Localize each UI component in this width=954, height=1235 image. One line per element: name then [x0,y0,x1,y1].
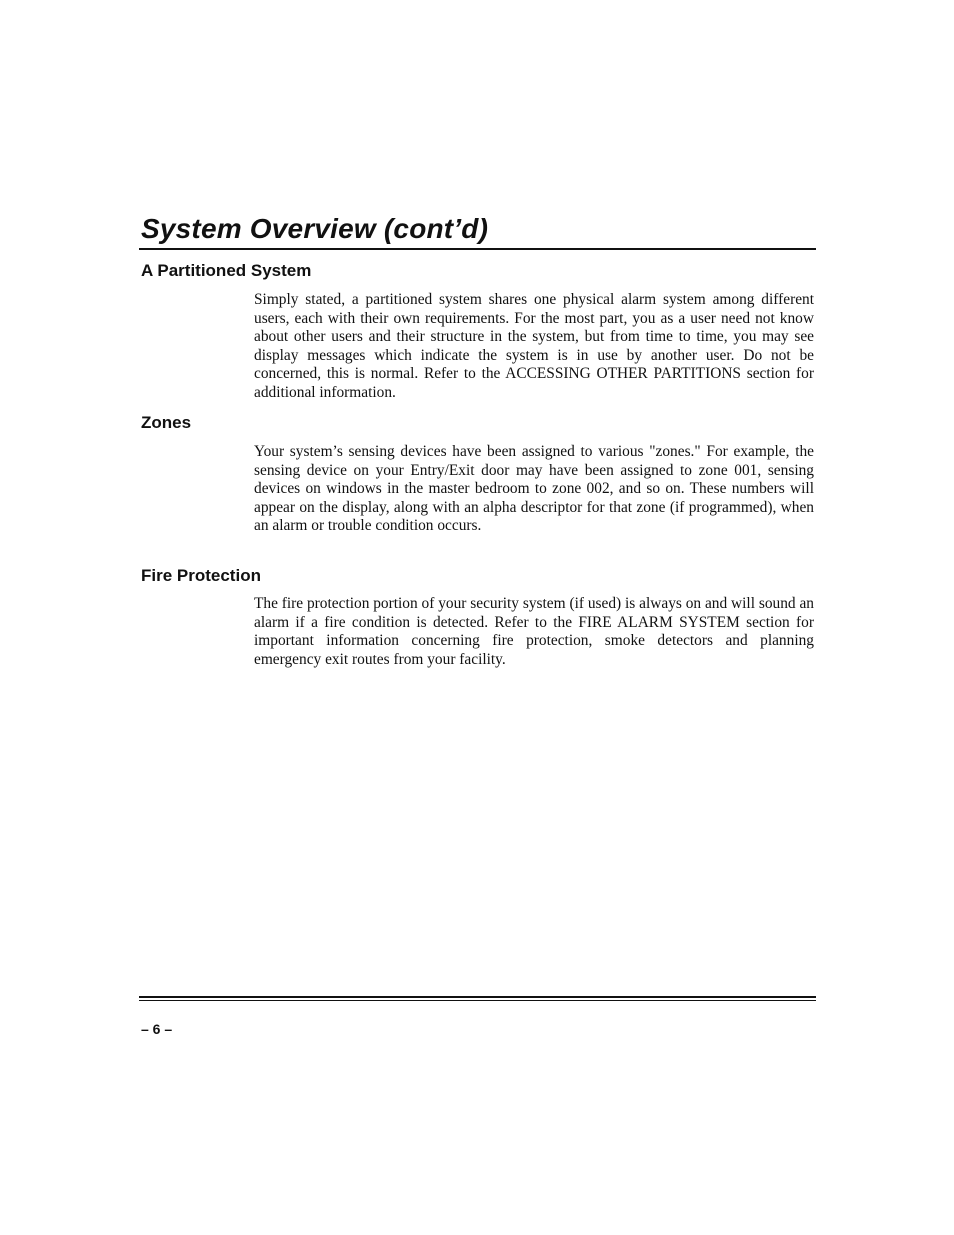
page-title: System Overview (cont’d) [141,213,489,244]
footer-divider-thick [139,996,816,998]
section-body-fire-protection: The fire protection portion of your security system (if used) is always on and will sound an alarm if a fire condition is detected. Refer to the FIRE ALARM SYSTEM section for important information concerning fire protection, smoke detectors and planning emergency exit routes from your facility. [254,595,814,668]
section-heading-partitioned-system: A Partitioned System [141,261,312,280]
section-heading-fire-protection: Fire Protection [141,566,261,585]
footer-divider-thin [139,1000,816,1001]
section-body-partitioned-system: Simply stated, a partitioned system shares one physical alarm system among different users, each with their own requirements. For the most part, you as a user need not know about other users and their structure in the system, but from time to time, you may see display messages which indicate the system is in use by another user. Do not be concerned, this is normal. Refer to the ACCESSING OTHER PARTITIONS section for additional information. [254,291,814,401]
page-number: – 6 – [141,1021,173,1037]
title-divider [139,248,816,250]
section-body-zones: Your system’s sensing devices have been assigned to various "zones." For example, the sensing device on your Entry/Exit door may have been assigned to zone 001, sensing devices on windows in the master bedroom to zone 002, and so on. These numbers will appear on the display, along with an alpha descriptor for that zone (if programmed), when an alarm or trouble condition occurs. [254,443,814,535]
section-heading-zones: Zones [141,413,192,432]
